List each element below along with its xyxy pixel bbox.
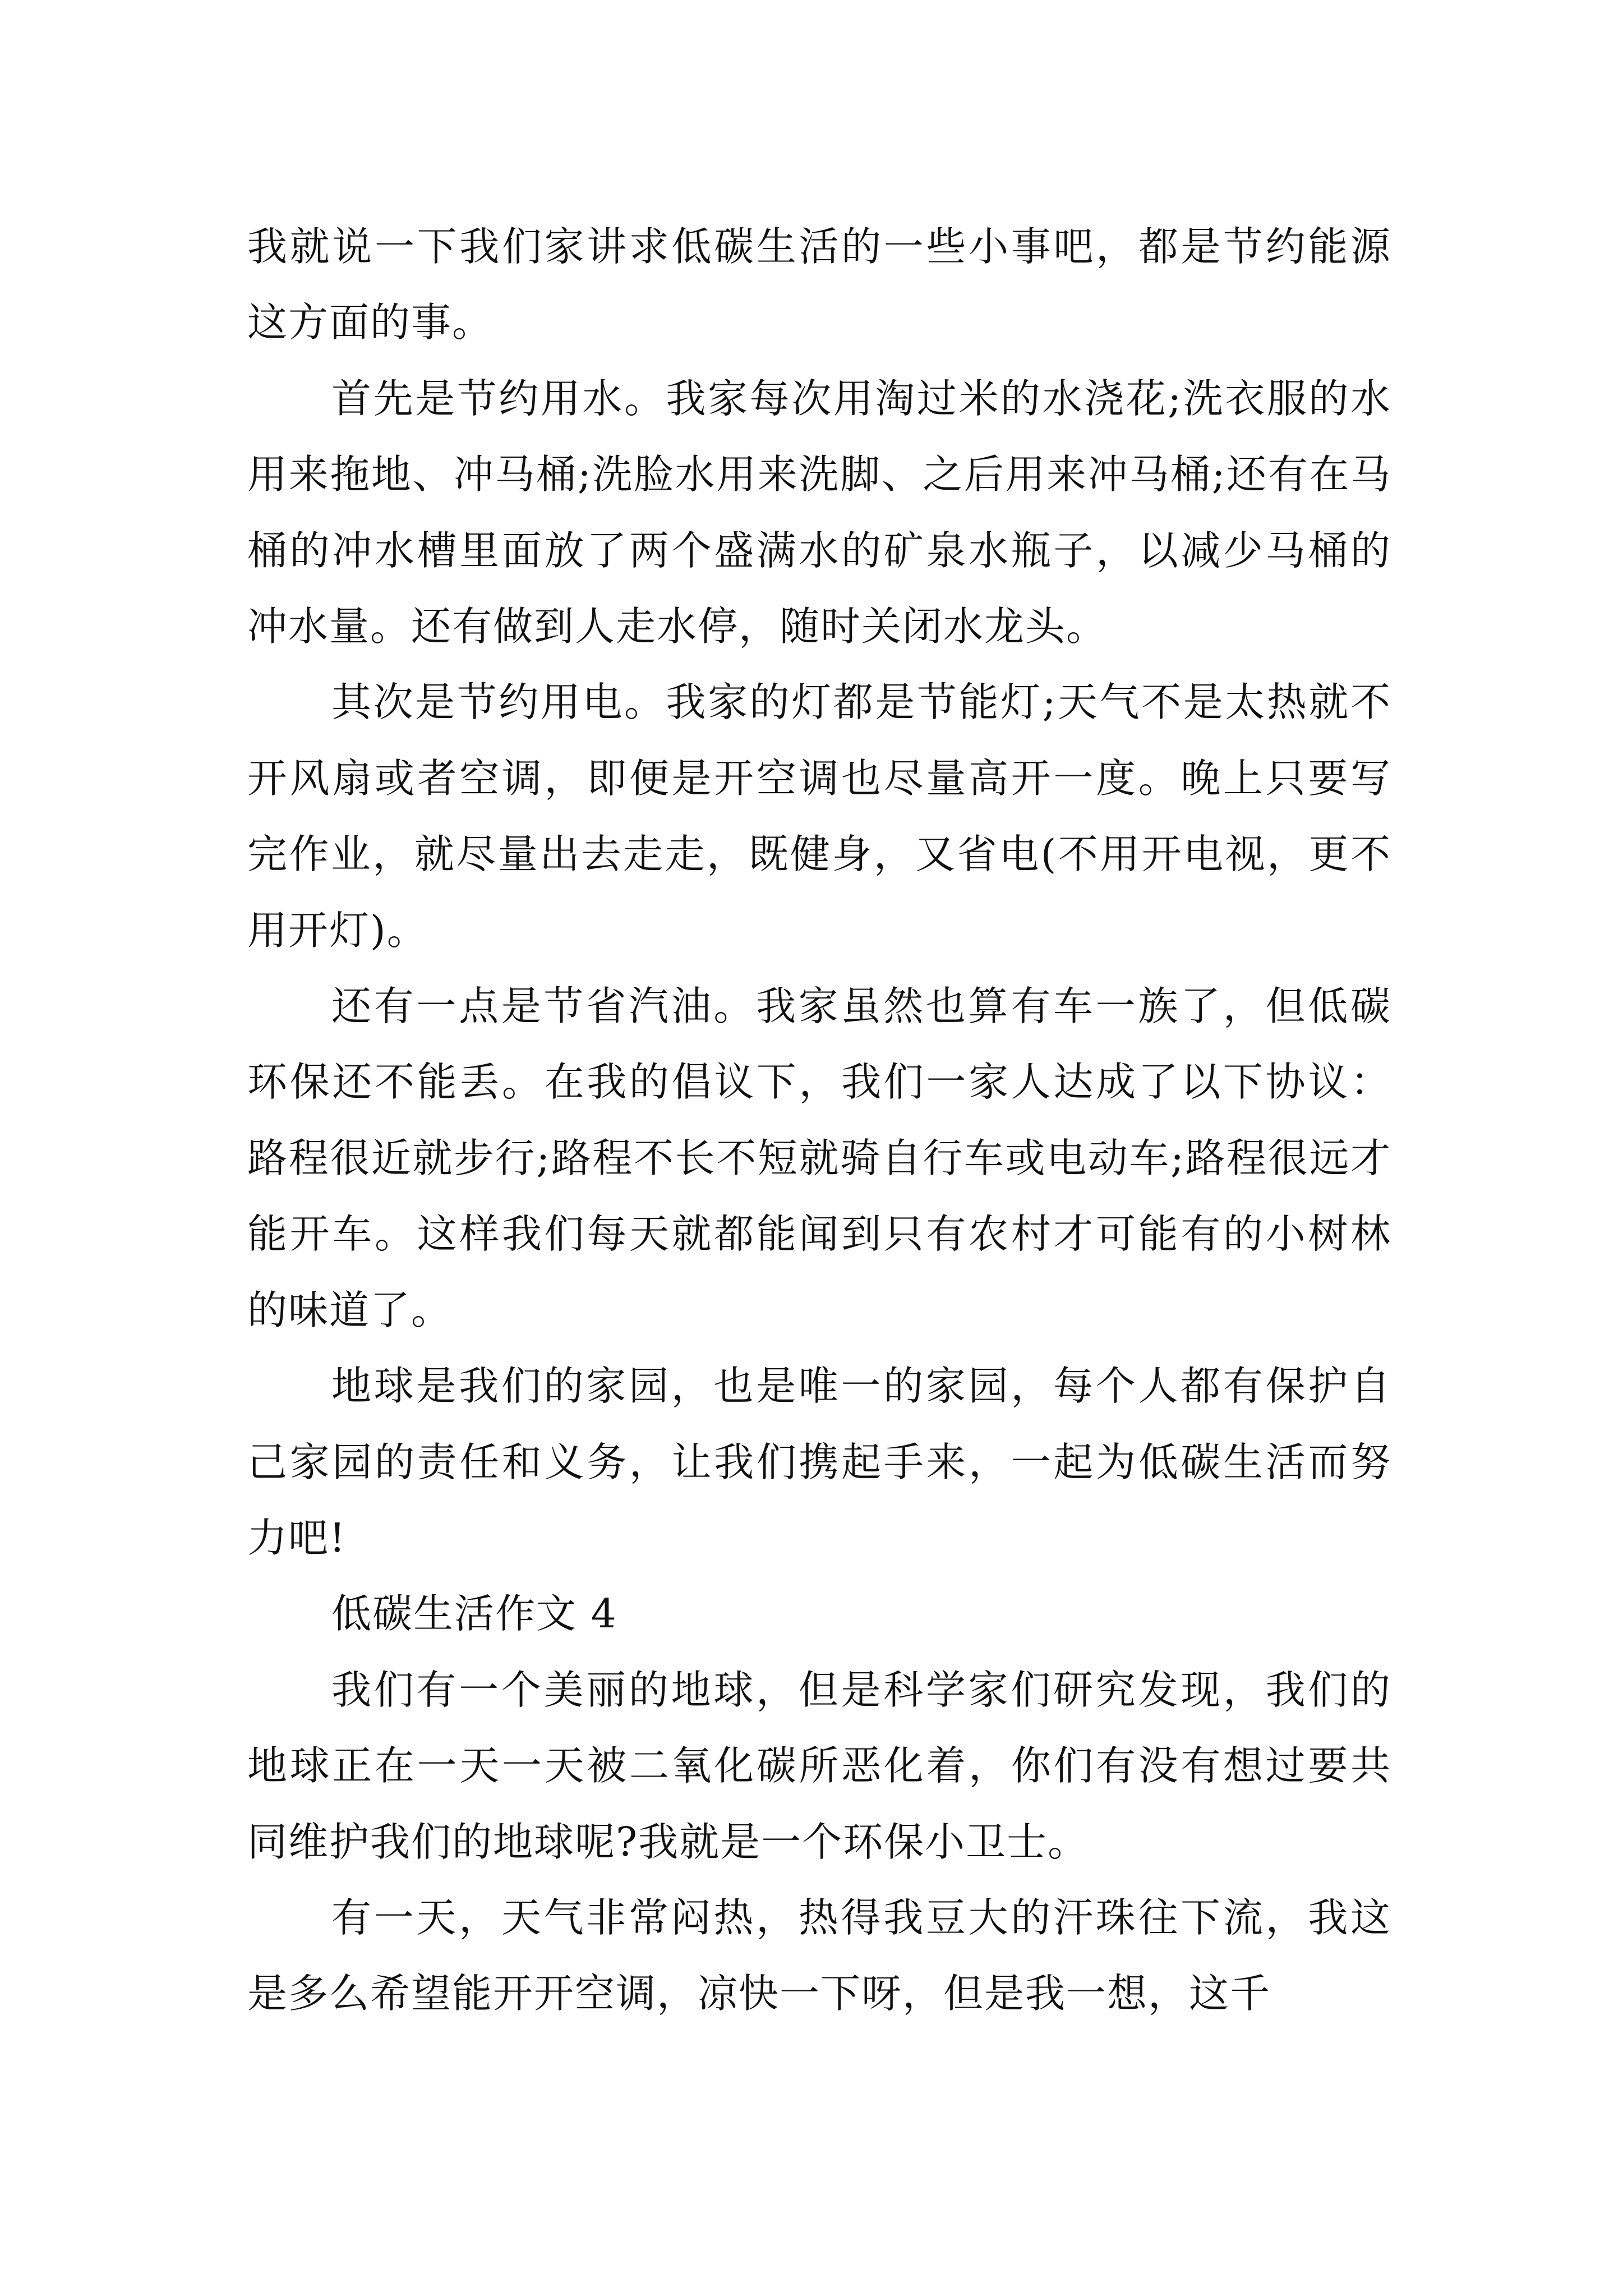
document-body [247, 209, 1391, 2032]
section-heading: 低碳生活作文 4 [331, 1590, 617, 1637]
paragraph-hot-day: 有一天，天气非常闷热，热得我豆大的汗珠往下流，我这是多么希望能开开空调，凉快一下呀，但是我一想，这千 [247, 1894, 1391, 2017]
paragraph-intro: 我就说一下我们家讲求低碳生活的一些小事吧，都是节约能源这方面的事。 [247, 223, 1391, 346]
paragraph-earth: 我们有一个美丽的地球，但是科学家们研究发现，我们的地球正在一天一天被二氧化碳所恶化着，你们有没有想过要共同维护我们的地球呢?我就是一个环保小卫士。 [247, 1666, 1391, 1865]
paragraph-conclusion: 地球是我们的家园，也是唯一的家园，每个人都有保护自己家园的责任和义务，让我们携起手来，一起为低碳生活而努力吧! [247, 1363, 1391, 1561]
paragraph-save-electricity: 其次是节约用电。我家的灯都是节能灯;天气不是太热就不开风扇或者空调，即便是开空调也尽量高开一度。晚上只要写完作业，就尽量出去走走，既健身，又省电(不用开电视，更不用开灯)。 [247, 679, 1391, 954]
paragraph-save-water: 首先是节约用水。我家每次用淘过米的水浇花;洗衣服的水用来拖地、冲马桶;洗脸水用来洗脚、之后用来冲马桶;还有在马桶的冲水槽里面放了两个盛满水的矿泉水瓶子，以减少马桶的冲水量。还有做到人走水停，随时关闭水龙头。 [247, 375, 1391, 650]
paragraph-save-gasoline: 还有一点是节省汽油。我家虽然也算有车一族了，但低碳环保还不能丢。在我的倡议下，我们一家人达成了以下协议：路程很近就步行;路程不长不短就骑自行车或电动车;路程很远才能开车。这样我们每天就都能闻到只有农村才可能有的小树林的味道了。 [247, 983, 1391, 1333]
